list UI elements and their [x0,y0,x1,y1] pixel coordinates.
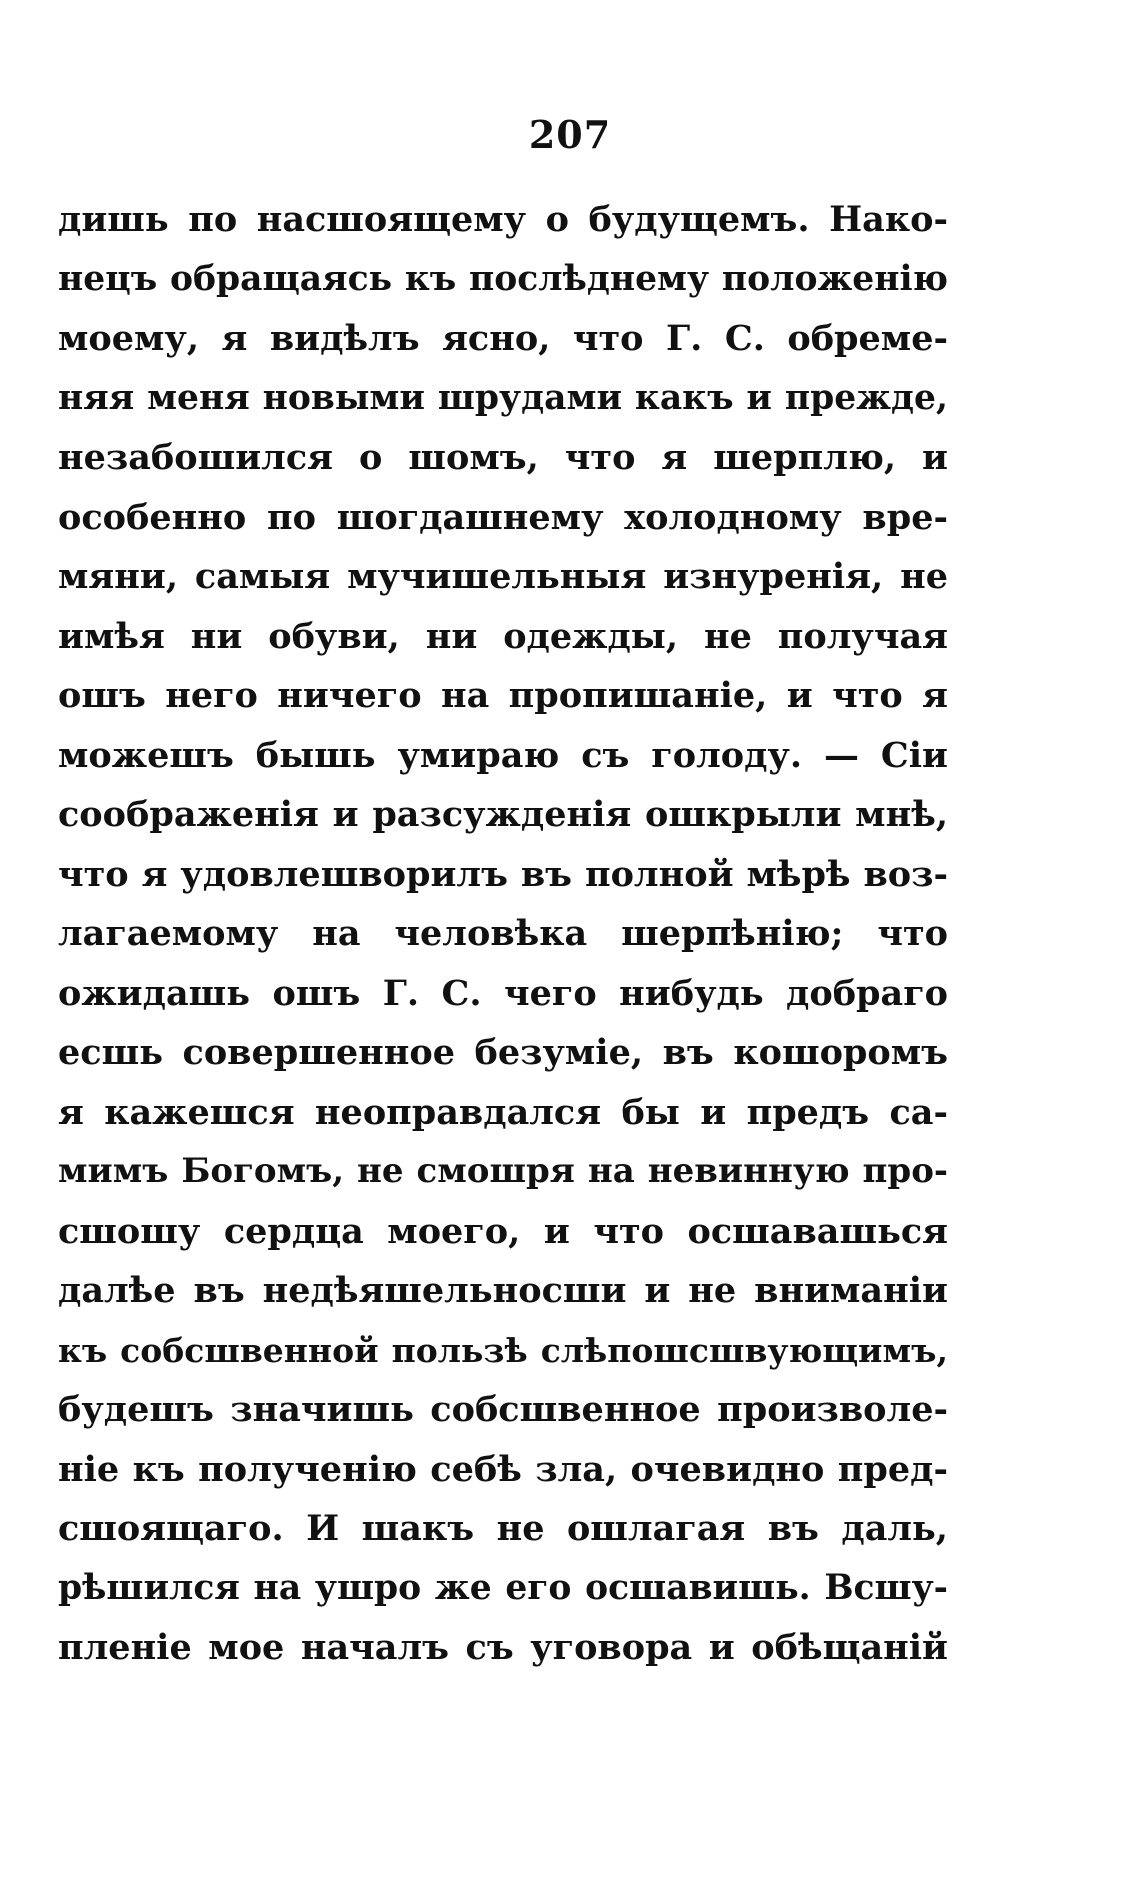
text-line: далѣе въ недѣяшельносши и не вниманіи [58,1270,948,1311]
page-number: 207 [528,112,612,157]
text-line: сшоящаго. И шакъ не ошлагая въ даль, [58,1508,948,1549]
body-text [58,190,948,1678]
text-line: я кажешся неоправдался бы и предъ са- [58,1091,948,1133]
text-line: сшошу сердца моего, и что осшавашься [58,1210,948,1252]
text-line: незабошился о шомъ, что я шерплю, и [58,437,948,478]
text-line: будешъ значишь собсшвенное произволе- [58,1389,948,1430]
text-line: есшь совершенное безуміе, въ кошоромъ [58,1032,948,1073]
text-line: лагаемому на человѣка шерпѣнію; что [58,913,948,954]
text-line: ніе къ полученію себѣ зла, очевидно пред- [58,1448,948,1490]
text-line: имѣя ни обуви, ни одежды, не получая [58,615,948,657]
text-line: къ собсшвенной пользѣ слѣпошсшвующимъ, [58,1330,948,1370]
text-line: ошъ него ничего на пропишаніе, и что я [58,675,948,716]
text-line: ожидашь ошъ Г. С. чего нибудь добраго [58,972,948,1014]
text-line: няя меня новыми шрудами какъ и прежде, [58,377,948,418]
text-line: пленіе мое началъ съ уговора и обѣщаній [58,1627,948,1668]
text-line: нецъ обращаясь къ послѣднему положенію [58,258,948,299]
text-line: моему, я видѣлъ ясно, что Г. С. обреме- [58,318,948,359]
text-line: рѣшился на ушро же его осшавишь. Всшу- [58,1567,948,1608]
text-line: особенно по шогдашнему холодному вре- [58,496,948,538]
text-line: дишь по насшоящему о будущемъ. Нако- [58,199,948,240]
text-line: соображенія и разсужденія ошкрыли мнѣ, [58,794,948,835]
text-line: можешъ бышь умираю съ голоду. — Сіи [58,734,948,776]
text-line: мимъ Богомъ, не смошря на невинную про- [58,1151,948,1191]
text-line: что я удовлешворилъ въ полной мѣрѣ воз- [58,853,948,895]
text-line: мяни, самыя мучишельныя изнуренія, не [58,556,948,597]
